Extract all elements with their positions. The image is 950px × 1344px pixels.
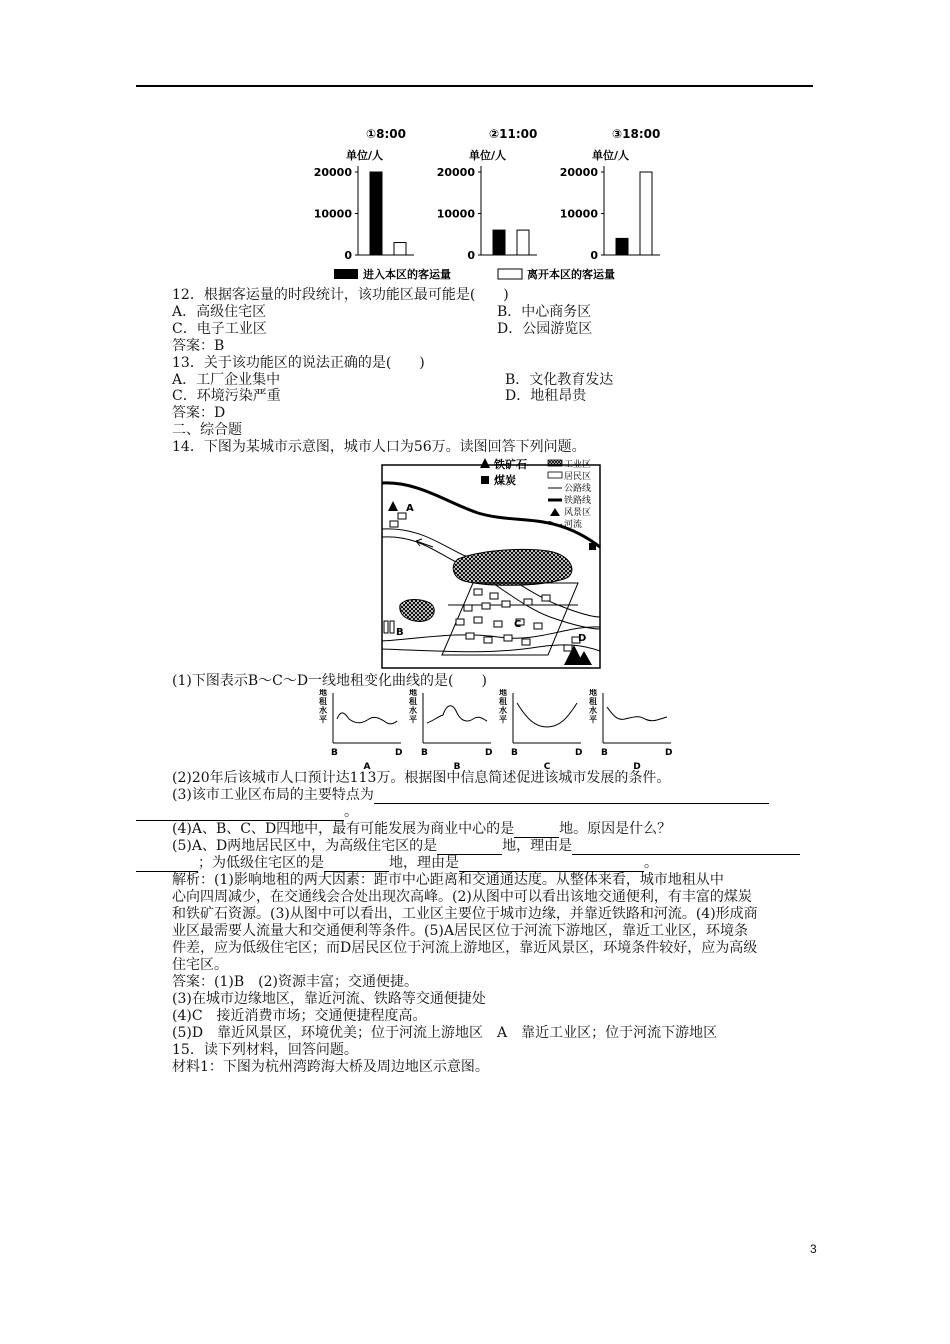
bar-chart-title: ③18:00: [612, 127, 661, 141]
q14-sub4-text-2: 地。原因是什么？: [559, 821, 672, 837]
q14-sub3-end: 。: [344, 804, 358, 820]
q12-option-c: C．电子工业区: [172, 321, 267, 337]
bar-chart-title: ②11:00: [489, 127, 538, 141]
q14-sub5-end: 。: [644, 855, 658, 871]
curve-x-start: B: [511, 748, 518, 758]
bar-chart-tick-label: 0: [344, 249, 352, 262]
curve-y-label-char: 租: [319, 697, 327, 706]
q14-sub1: (1)下图表示B～C～D一线地租变化曲线的是( ): [172, 673, 487, 689]
rent-curve: [607, 707, 667, 721]
q12-option-a: A．高级住宅区: [172, 304, 267, 320]
analysis-line-3: 和铁矿石资源。(3)从图中可以看出，工业区主要位于城市边缘，并靠近铁路和河流。(4)形成商: [172, 906, 758, 922]
q12-answer: 答案：B: [172, 338, 225, 354]
curve-x-end: D: [575, 748, 583, 758]
curve-y-label-char: 水: [499, 706, 507, 715]
answer-line-3: (4)C 接近消费市场；交通便捷程度高。: [172, 1008, 427, 1024]
bar-chart-unit: 单位/人: [469, 149, 507, 162]
q14-sub3: [172, 787, 769, 804]
legend-industrial: 工业区: [564, 460, 592, 470]
q14-sub5-text-4: 地，理由是: [389, 855, 459, 871]
q14-sub3-blank[interactable]: [374, 803, 769, 804]
legend-scenic: 风景区: [564, 508, 592, 518]
bar-chart-tick-label: 0: [590, 249, 598, 262]
point-b-label: B: [396, 627, 404, 638]
analysis-line-2: 心向四周减少，在交通线会合处出现次高峰。(2)从图中可以看出该地交通便利，有丰富的煤炭: [172, 889, 752, 905]
rent-curve: [337, 713, 397, 724]
curve-y-label-char: 地: [589, 689, 597, 697]
legend-road: 公路线: [564, 484, 592, 494]
analysis-line-1: 解析：(1)影响地租的两大因素：距市中心距离和交通通达度。从整体来看，城市地租从中: [172, 872, 724, 888]
bar-chart-unit: 单位/人: [346, 149, 384, 162]
q13-option-a: A．工厂企业集中: [172, 372, 281, 388]
answer-line-2: (3)在城市边缘地区，靠近河流、铁路等交通便捷处: [172, 991, 486, 1007]
bar-chart-tick-label: 10000: [559, 207, 598, 221]
legend-river: 河流: [564, 520, 583, 530]
q12-option-b: B．中心商务区: [497, 304, 592, 320]
q14-sub5: [172, 838, 800, 855]
point-c-label: C: [514, 619, 522, 630]
curve-x-start: B: [331, 748, 338, 758]
q15-stem: 15．读下列材料，回答问题。: [172, 1042, 358, 1058]
rent-curve: [427, 706, 487, 723]
analysis-line-4: 业区最需要人流量大和交通便利等条件。(5)A居民区位于河流下游地区，靠近工业区，环境条: [172, 923, 748, 939]
curve-y-label-char: 水: [409, 706, 417, 715]
curve-option-label: D: [633, 762, 641, 771]
q14-sub3-cont: [136, 804, 358, 821]
legend-coal-icon: [481, 476, 489, 484]
curve-y-label-char: 平: [409, 715, 417, 724]
curve-option-label: C: [543, 762, 551, 771]
rent-curve: [517, 703, 577, 727]
legend-out-label: 离开本区的客运量: [527, 268, 615, 281]
curve-y-label-char: 地: [499, 689, 507, 697]
legend-in-label: 进入本区的客运量: [363, 268, 451, 281]
answer-line-4: (5)D 靠近风景区，环境优美；位于河流上游地区 A 靠近工业区；位于河流下游地区: [172, 1025, 718, 1041]
header-rule: [136, 85, 813, 87]
curve-x-start: B: [421, 748, 428, 758]
legend-out-swatch: [498, 269, 522, 279]
q13-option-c: C．环境污染严重: [172, 388, 281, 404]
q14-sub2: (2)20年后该城市人口预计达113万。根据图中信息简述促进该城市发展的条件。: [172, 770, 671, 786]
curve-x-end: D: [395, 748, 403, 758]
bar-chart-tick-label: 10000: [313, 207, 352, 221]
q14-sub3-text: (3)该市工业区布局的主要特点为: [172, 787, 374, 803]
q12-option-d: D．公园游览区: [497, 321, 593, 337]
curve-y-label-char: 地: [319, 689, 327, 697]
curve-option-label: B: [453, 762, 461, 771]
q14-sub4: [172, 821, 671, 838]
rent-curve-options: [315, 689, 675, 771]
industrial-zone-large: [453, 549, 572, 585]
curve-y-label-char: 租: [589, 697, 597, 706]
curve-y-label-char: 水: [589, 706, 597, 715]
curve-y-label-char: 平: [589, 715, 597, 724]
bar-in: [370, 172, 382, 255]
curve-y-label-char: 平: [319, 715, 327, 724]
point-a-label: A: [406, 503, 414, 514]
bar-chart-unit: 单位/人: [592, 149, 630, 162]
analysis-line-6: 住宅区。: [172, 957, 228, 973]
bar-out: [640, 172, 652, 255]
curve-y-label-char: 租: [499, 697, 507, 706]
bar-out: [517, 230, 529, 255]
curve-y-label-char: 地: [409, 689, 417, 697]
bar-chart-tick-label: 20000: [313, 166, 352, 179]
q14-sub5-cont: [136, 855, 658, 872]
curve-x-end: D: [485, 748, 493, 758]
curve-y-label-char: 租: [409, 697, 417, 706]
analysis-line-5: 件差，应为低级住宅区；而D居民区位于河流上游地区，靠近风景区，环境条件较好，应为高级: [172, 940, 758, 956]
curve-x-end: D: [665, 748, 673, 758]
bar-chart-tick-label: 10000: [436, 207, 475, 221]
q14-sub5-text-3: ；为低级住宅区的是: [198, 855, 324, 871]
q14-stem: 14．下图为某城市示意图，城市人口为56万。读图回答下列问题。: [172, 439, 586, 455]
legend-iron-label: 铁矿石: [494, 458, 527, 471]
bar-in: [493, 230, 505, 255]
bar-chart-title: ①8:00: [366, 127, 407, 141]
answer-line-1: 答案：(1)B (2)资源丰富；交通便捷。: [172, 974, 418, 990]
q14-sub5-text-2: 地，理由是: [502, 838, 573, 854]
page-number: 3: [810, 1242, 817, 1256]
q14-sub4-text: (4)A、B、C、D四地中，最有可能发展为商业中心的是: [172, 821, 515, 837]
bar-chart-tick-label: 0: [467, 249, 475, 262]
q13-option-d: D．地租昂贵: [505, 388, 587, 404]
bar-out: [394, 243, 406, 255]
q13-option-b: B．文化教育发达: [505, 372, 614, 388]
curve-x-start: B: [601, 748, 608, 758]
q15-material1: 材料1：下图为杭州湾跨海大桥及周边地区示意图。: [172, 1059, 489, 1075]
legend-in-swatch: [334, 269, 358, 279]
legend-coal-label: 煤炭: [494, 474, 516, 487]
legend-railway: 铁路线: [564, 496, 592, 506]
map-legend: [478, 456, 610, 536]
bar-in: [616, 238, 628, 255]
q13-stem: 13．关于该功能区的说法正确的是( ): [172, 355, 425, 371]
q14-sub5-text: (5)A、D两地居民区中，为高级住宅区的是: [172, 838, 438, 854]
curve-y-label-char: 平: [499, 715, 507, 724]
passenger-bar-charts: [300, 120, 690, 290]
coal-icon: [589, 543, 596, 550]
q13-answer: 答案：D: [172, 405, 226, 421]
legend-iron-icon: [480, 458, 490, 468]
curve-y-label-char: 水: [319, 706, 327, 715]
bar-chart-tick-label: 20000: [436, 166, 475, 179]
section-heading: 二、综合题: [172, 422, 242, 438]
q12-stem: 12．根据客运量的时段统计，该功能区最可能是( ): [172, 287, 509, 303]
bar-chart-tick-label: 20000: [559, 166, 598, 179]
curve-option-label: A: [363, 762, 371, 771]
point-d-label: D: [578, 633, 587, 644]
legend-residential: 居民区: [564, 472, 592, 482]
